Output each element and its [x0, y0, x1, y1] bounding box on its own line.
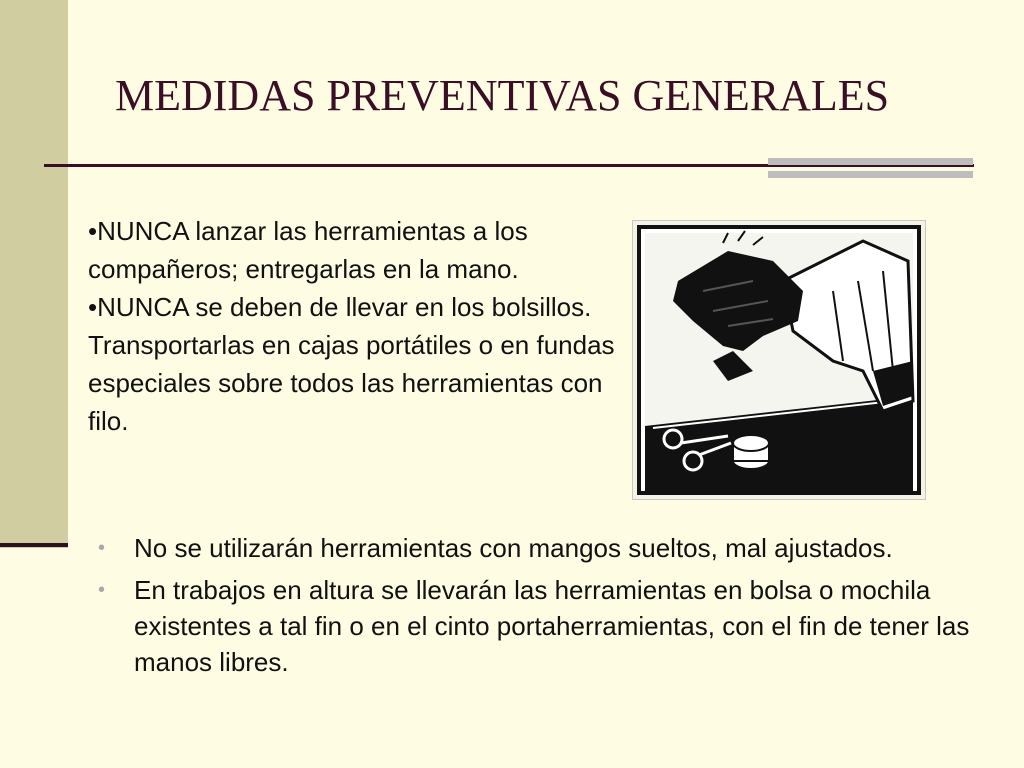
- paragraph-nunca-bolsillos: •NUNCA se deben de llevar en los bolsillos. Transportarlas en cajas portátiles o en fundas especiales sobre todos las herramientas con filo.: [88, 292, 615, 436]
- hands-handing-tool-illustration: [632, 220, 926, 500]
- decorative-grey-bar: [768, 171, 973, 178]
- list-item: [98, 572, 978, 680]
- bullet-marker: •: [98, 537, 106, 559]
- slide-title: MEDIDAS PREVENTIVAS GENERALES: [115, 71, 890, 120]
- list-item: [98, 530, 978, 566]
- decorative-side-bar: [0, 0, 68, 548]
- top-text-block: [88, 212, 628, 440]
- paragraph-nunca-lanzar: •NUNCA lanzar las herramientas a los compañeros; entregarlas en la mano.: [88, 216, 528, 284]
- bullet-marker: •: [98, 579, 106, 601]
- decorative-side-line: [0, 543, 68, 547]
- bullet-list: [98, 530, 978, 686]
- decorative-grey-bar: [768, 158, 973, 165]
- illustration-svg: [633, 221, 925, 499]
- bullet-text-mangos: No se utilizarán herramientas con mangos sueltos, mal ajustados.: [134, 533, 893, 563]
- bullet-text-altura: En trabajos en altura se llevarán las herramientas en bolsa o mochila existentes a tal fin o en el cinto portaherramientas, con el fin de tener las manos libres.: [134, 575, 970, 677]
